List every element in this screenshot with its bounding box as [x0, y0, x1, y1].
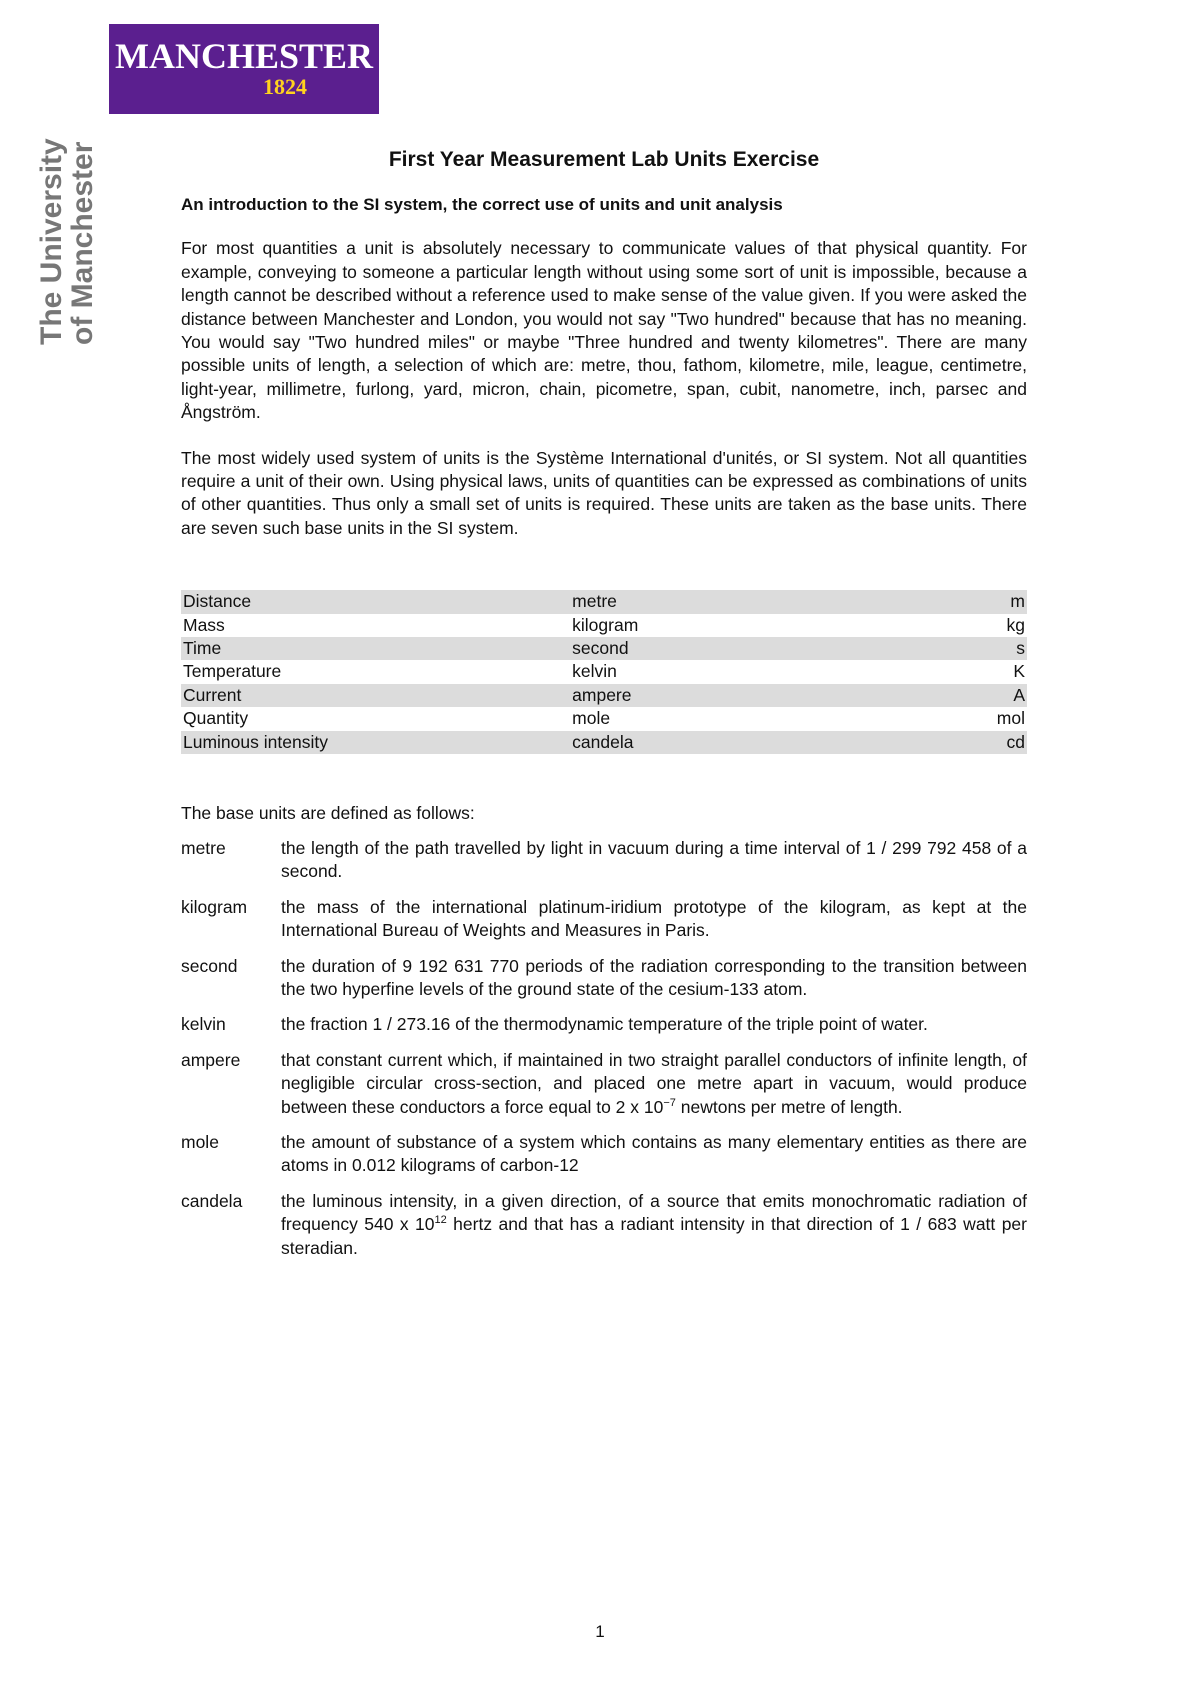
definitions-intro: The base units are defined as follows:	[181, 803, 475, 824]
base-units-table	[181, 590, 1027, 754]
quantity-cell: Time	[181, 637, 570, 660]
symbol-cell: cd	[883, 731, 1027, 754]
definition-term: metre	[181, 838, 226, 859]
definition-kilogram	[181, 896, 1027, 943]
definition-second	[181, 955, 1027, 1002]
unit-cell: mole	[572, 708, 611, 729]
symbol-cell: A	[883, 684, 1027, 707]
quantity-cell: Current	[181, 684, 570, 707]
exponent: 12	[434, 1214, 447, 1227]
quantity-cell: Mass	[183, 614, 225, 635]
table-row	[181, 684, 1027, 707]
definition-text	[281, 1190, 1027, 1260]
definition-text: the mass of the international platinum-iridium prototype of the kilogram, as kept at the International Bureau of Weights and Measures in Paris.	[281, 896, 1027, 941]
definition-ampere	[181, 1049, 1027, 1119]
page-number: 1	[595, 1622, 605, 1641]
symbol-cell: s	[883, 637, 1027, 660]
definition-text: the amount of substance of a system which contains as many elementary entities as there are atoms in 0.012 kilograms of carbon-12	[281, 1132, 1027, 1176]
definition-text: the duration of 9 192 631 770 periods of the radiation corresponding to the transition between the two hyperfine levels of the ground state of the cesium-133 atom.	[281, 955, 1027, 1000]
quantity-cell: Quantity	[183, 708, 249, 729]
table-row	[181, 590, 1027, 613]
definition-text-part: the luminous intensity, in a given direction, of a source that emits monochromatic radiation of frequency 540 x 10	[281, 1190, 1027, 1235]
side-logo-line2: of Manchester	[66, 141, 99, 345]
quantity-cell: Luminous intensity	[181, 731, 570, 754]
exponent: −7	[663, 1096, 676, 1109]
table-row	[181, 731, 1027, 754]
unit-cell: kelvin	[572, 661, 617, 682]
symbol-cell: mol	[996, 708, 1025, 729]
table-row	[181, 660, 1027, 683]
definition-term: second	[181, 955, 238, 976]
definition-text: the fraction 1 / 273.16 of the thermodynamic temperature of the triple point of water.	[281, 1014, 928, 1035]
table-row	[181, 707, 1027, 730]
definition-text: the length of the path travelled by light in vacuum during a time interval of 1 / 299 792 458 of a second.	[281, 838, 1027, 882]
table-row	[181, 614, 1027, 637]
quantity-cell: Temperature	[183, 661, 282, 682]
definition-term: ampere	[181, 1049, 241, 1070]
si-paragraph: The most widely used system of units is the Système International d'unités, or SI system. Not all quantities require a unit of their own. Using physical laws, units of quantities can be expressed as combinations of units of other quantities. Thus only a small set of units is required. These units are taken as the base units. There are seven such base units in the SI system.	[181, 447, 1027, 538]
definition-text-part: hertz and that has a radiant intensity in that direction of 1 / 683 watt per steradian.	[281, 1214, 1027, 1258]
table-row	[181, 637, 1027, 660]
unit-cell: ampere	[570, 684, 883, 707]
logo-year: 1824	[263, 74, 307, 100]
definition-mole	[181, 1131, 1027, 1178]
symbol-cell: m	[883, 590, 1027, 613]
definition-term: kelvin	[181, 1014, 226, 1035]
university-logo	[109, 24, 379, 114]
definition-metre	[181, 837, 1027, 884]
unit-cell: candela	[570, 731, 883, 754]
unit-cell: second	[570, 637, 883, 660]
quantity-cell: Distance	[181, 590, 570, 613]
definition-text	[281, 1049, 1027, 1119]
definition-term: kilogram	[181, 896, 248, 917]
intro-paragraph: For most quantities a unit is absolutely necessary to communicate values of that physical quantity. For example, conveying to someone a particular length without using some sort of unit is impossible, because a length cannot be described without a reference used to make sense of the value given. If you were asked the distance between Manchester and London, you would not say "Two hundred" because that has no meaning. You would say "Two hundred miles" or maybe "Three hundred and twenty kilometres". There are many possible units of length, a selection of which are: metre, thou, fathom, kilometre, mile, league, centimetre, light-year, millimetre, furlong, yard, micron, chain, picometre, span, cubit, nanometre, inch, parsec and Ångström.	[181, 238, 1027, 423]
symbol-cell: kg	[1006, 614, 1025, 635]
unit-cell: kilogram	[572, 614, 639, 635]
document-body	[181, 140, 1027, 1260]
unit-cell: metre	[570, 590, 883, 613]
logo-name: MANCHESTER	[114, 36, 374, 77]
definition-term: mole	[181, 1132, 219, 1153]
definition-text-part: that constant current which, if maintained in two straight parallel conductors of infinite length, of negligible circular cross-section, and placed one metre apart in vacuum, would produce between these conductors a force equal to 2 x 10	[281, 1049, 1027, 1117]
side-logo	[36, 115, 98, 345]
side-logo-line1: The University	[35, 138, 68, 345]
definition-candela	[181, 1190, 1027, 1260]
definition-kelvin	[181, 1013, 1027, 1036]
definition-term: candela	[181, 1190, 243, 1211]
symbol-cell: K	[1013, 661, 1025, 682]
page-title: First Year Measurement Lab Units Exercise	[388, 148, 820, 171]
definition-text-part: newtons per metre of length.	[675, 1096, 903, 1117]
page-subtitle: An introduction to the SI system, the correct use of units and unit analysis	[181, 195, 783, 215]
